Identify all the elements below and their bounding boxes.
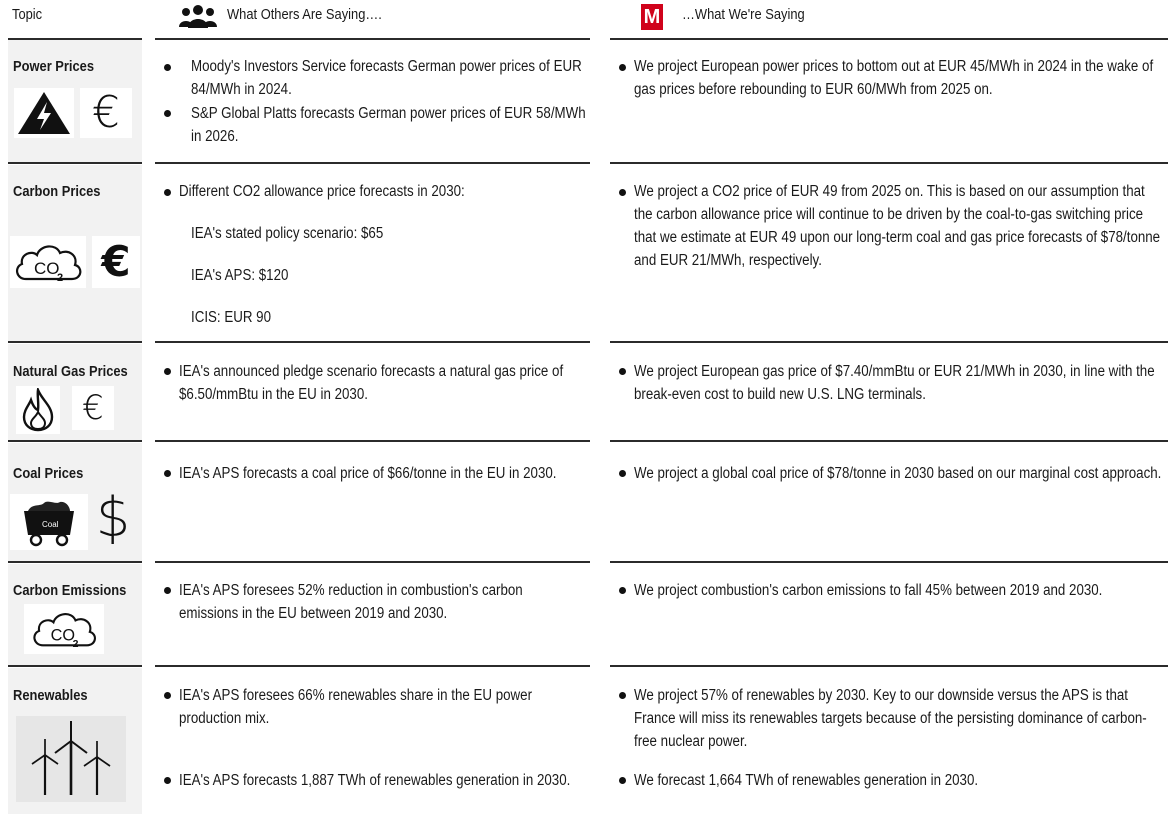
- others-carbon-4: ICIS: EUR 90: [191, 309, 272, 326]
- others-power-1: Moody's Investors Service forecasts German power prices of EUR 84/MWh in 2024.: [191, 58, 582, 98]
- row-rule: [155, 341, 590, 343]
- topic-title-emissions: Carbon Emissions: [13, 582, 127, 599]
- bullet-icon: [164, 189, 171, 196]
- header-topic: Topic: [12, 6, 43, 23]
- bullet-icon: [619, 189, 626, 196]
- bullet-icon: [619, 587, 626, 594]
- others-renewables-1: IEA's APS foresees 66% renewables share in the EU power production mix.: [179, 687, 533, 727]
- header-rule-ours: [610, 38, 1168, 40]
- brand-logo-letter: M: [643, 5, 661, 28]
- row-rule: [8, 341, 142, 343]
- row-rule: [610, 561, 1168, 563]
- flame-icon: [16, 386, 60, 434]
- row-rule: [610, 440, 1168, 442]
- others-gas-1: IEA's announced pledge scenario forecasts a natural gas price of $6.50/mmBtu in the EU in 2030.: [179, 363, 564, 403]
- topic-title-renewables: Renewables: [13, 687, 88, 704]
- header-ours: …What We're Saying: [682, 6, 805, 23]
- row-rule: [610, 665, 1168, 667]
- topic-title-carbon: Carbon Prices: [13, 183, 101, 200]
- wind-turbines-icon: [16, 716, 126, 802]
- bullet-icon: [164, 777, 171, 784]
- ours-gas-1: We project European gas price of $7.40/mmBtu or EUR 21/MWh in 2030, in line with the break-even cost to build new U.S. LNG terminals.: [634, 363, 1155, 403]
- co2-cloud-icon: [24, 604, 104, 654]
- brand-logo: [641, 4, 663, 30]
- bullet-icon: [164, 368, 171, 375]
- row-rule: [8, 162, 142, 164]
- dollar-icon: $: [95, 486, 131, 549]
- bullet-icon: [619, 64, 626, 71]
- coal-label: Coal: [42, 520, 59, 529]
- warning-lightning-icon: [14, 88, 74, 138]
- header-others: What Others Are Saying….: [227, 6, 382, 23]
- others-carbon-3: IEA's APS: $120: [191, 267, 289, 284]
- row-rule: [610, 341, 1168, 343]
- people-icon: [178, 4, 218, 28]
- bullet-icon: [619, 692, 626, 699]
- header-rule-topic: [8, 38, 142, 40]
- bullet-icon: [164, 692, 171, 699]
- co2-sub-text: 2: [72, 638, 79, 651]
- row-rule: [155, 440, 590, 442]
- ours-coal-1: We project a global coal price of $78/tonne in 2030 based on our marginal cost approach.: [634, 465, 1162, 482]
- euro-icon: €: [80, 88, 132, 138]
- others-coal-1: IEA's APS forecasts a coal price of $66/tonne in the EU in 2030.: [179, 465, 557, 482]
- bullet-icon: [164, 470, 171, 477]
- bullet-icon: [164, 587, 171, 594]
- ours-power-1: We project European power prices to bottom out at EUR 45/MWh in 2024 in the wake of gas prices before rebounding to EUR 60/MWh from 2025 on.: [634, 58, 1154, 98]
- topic-title-gas: Natural Gas Prices: [13, 363, 128, 380]
- topic-title-coal: Coal Prices: [13, 465, 84, 482]
- topic-title-power: Power Prices: [13, 58, 95, 75]
- row-rule: [8, 440, 142, 442]
- ours-emissions-1: We project combustion's carbon emissions to fall 45% between 2019 and 2030.: [634, 582, 1103, 599]
- co2-sub-text: 2: [57, 272, 64, 284]
- others-emissions-1: IEA's APS foresees 52% reduction in combustion's carbon emissions in the EU between 2019 and 2030.: [179, 582, 523, 622]
- ours-carbon-1: We project a CO2 price of EUR 49 from 2025 on. This is based on our assumption that the carbon allowance price will continue to be driven by the coal-to-gas switching price that we estimate at EUR 49 upon our long-term coal and gas price forecasts of $78/tonne and EUR 21/MWh, respectively.: [634, 183, 1161, 269]
- ours-renewables-2: We forecast 1,664 TWh of renewables generation in 2030.: [634, 772, 979, 789]
- euro-icon: €: [92, 236, 140, 288]
- ours-renewables-1: We project 57% of renewables by 2030. Key to our downside versus the APS is that France will miss its renewables targets because of the persisting dominance of carbon-free nuclear power.: [634, 687, 1147, 750]
- row-rule: [155, 162, 590, 164]
- header-rule-others: [155, 38, 590, 40]
- bullet-icon: [619, 777, 626, 784]
- row-rule: [8, 665, 142, 667]
- co2-cloud-icon: [10, 236, 86, 288]
- others-power-2: S&P Global Platts forecasts German power prices of EUR 58/MWh in 2026.: [191, 105, 586, 145]
- bullet-icon: [619, 470, 626, 477]
- row-rule: [8, 561, 142, 563]
- co2-text: CO: [34, 259, 60, 278]
- others-carbon-1: Different CO2 allowance price forecasts in 2030:: [179, 183, 465, 200]
- co2-text: CO: [50, 626, 75, 645]
- others-renewables-2: IEA's APS forecasts 1,887 TWh of renewables generation in 2030.: [179, 772, 571, 789]
- row-rule: [610, 162, 1168, 164]
- row-rule: [155, 665, 590, 667]
- others-carbon-2: IEA's stated policy scenario: $65: [191, 225, 384, 242]
- bullet-icon: [164, 110, 171, 117]
- bullet-icon: [619, 368, 626, 375]
- euro-icon: €: [72, 386, 114, 430]
- row-rule: [155, 561, 590, 563]
- bullet-icon: [164, 64, 171, 71]
- coal-cart-icon: [10, 494, 88, 550]
